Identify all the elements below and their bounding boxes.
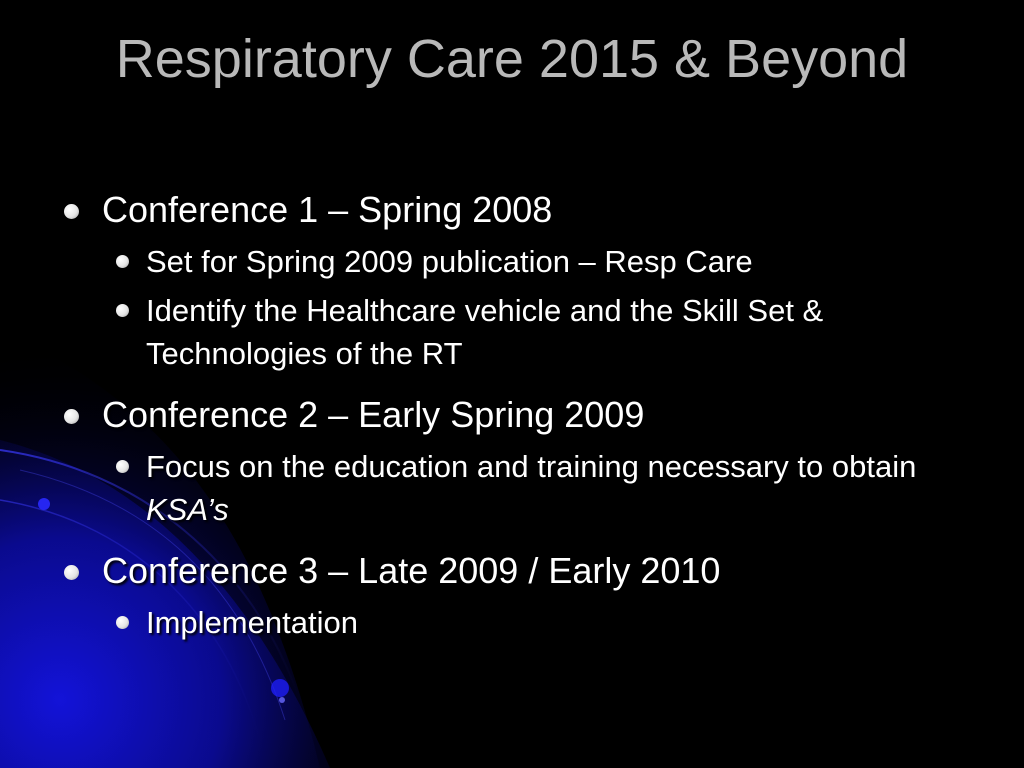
sub-bullet-identify-healthcare-vehicle [60, 289, 980, 375]
sub-bullet-text: Focus on the education and training necessary to obtain [146, 449, 917, 484]
bullet-dot-icon [64, 204, 79, 219]
bullet-text: Conference 3 – Late 2009 / Early 2010 [102, 550, 721, 591]
bullet-conference-3 [60, 549, 980, 593]
bullet-dot-icon [64, 565, 79, 580]
ksa-italic-text: KSA’s [146, 492, 229, 527]
sub-bullet-text: Identify the Healthcare vehicle and the Skill Set & Technologies of the RT [146, 293, 824, 371]
sub-bullet-implementation [60, 601, 980, 644]
bullet-list [60, 188, 980, 644]
bullet-text: Conference 2 – Early Spring 2009 [102, 394, 645, 435]
bullet-dot-icon [116, 255, 129, 268]
bullet-text: Conference 1 – Spring 2008 [102, 189, 553, 230]
bullet-dot-icon [64, 409, 79, 424]
sub-bullet-focus-education [60, 445, 980, 531]
bullet-conference-2 [60, 393, 980, 437]
sub-bullet-text: Implementation [146, 605, 358, 640]
slide-title: Respiratory Care 2015 & Beyond [115, 29, 909, 89]
bullet-conference-1 [60, 188, 980, 232]
sub-bullet-text: Set for Spring 2009 publication – Resp Care [146, 244, 753, 279]
bullet-dot-icon [116, 460, 129, 473]
sub-bullet-spring-2009-publication [60, 240, 980, 283]
bullet-dot-icon [116, 616, 129, 629]
bullet-dot-icon [116, 304, 129, 317]
